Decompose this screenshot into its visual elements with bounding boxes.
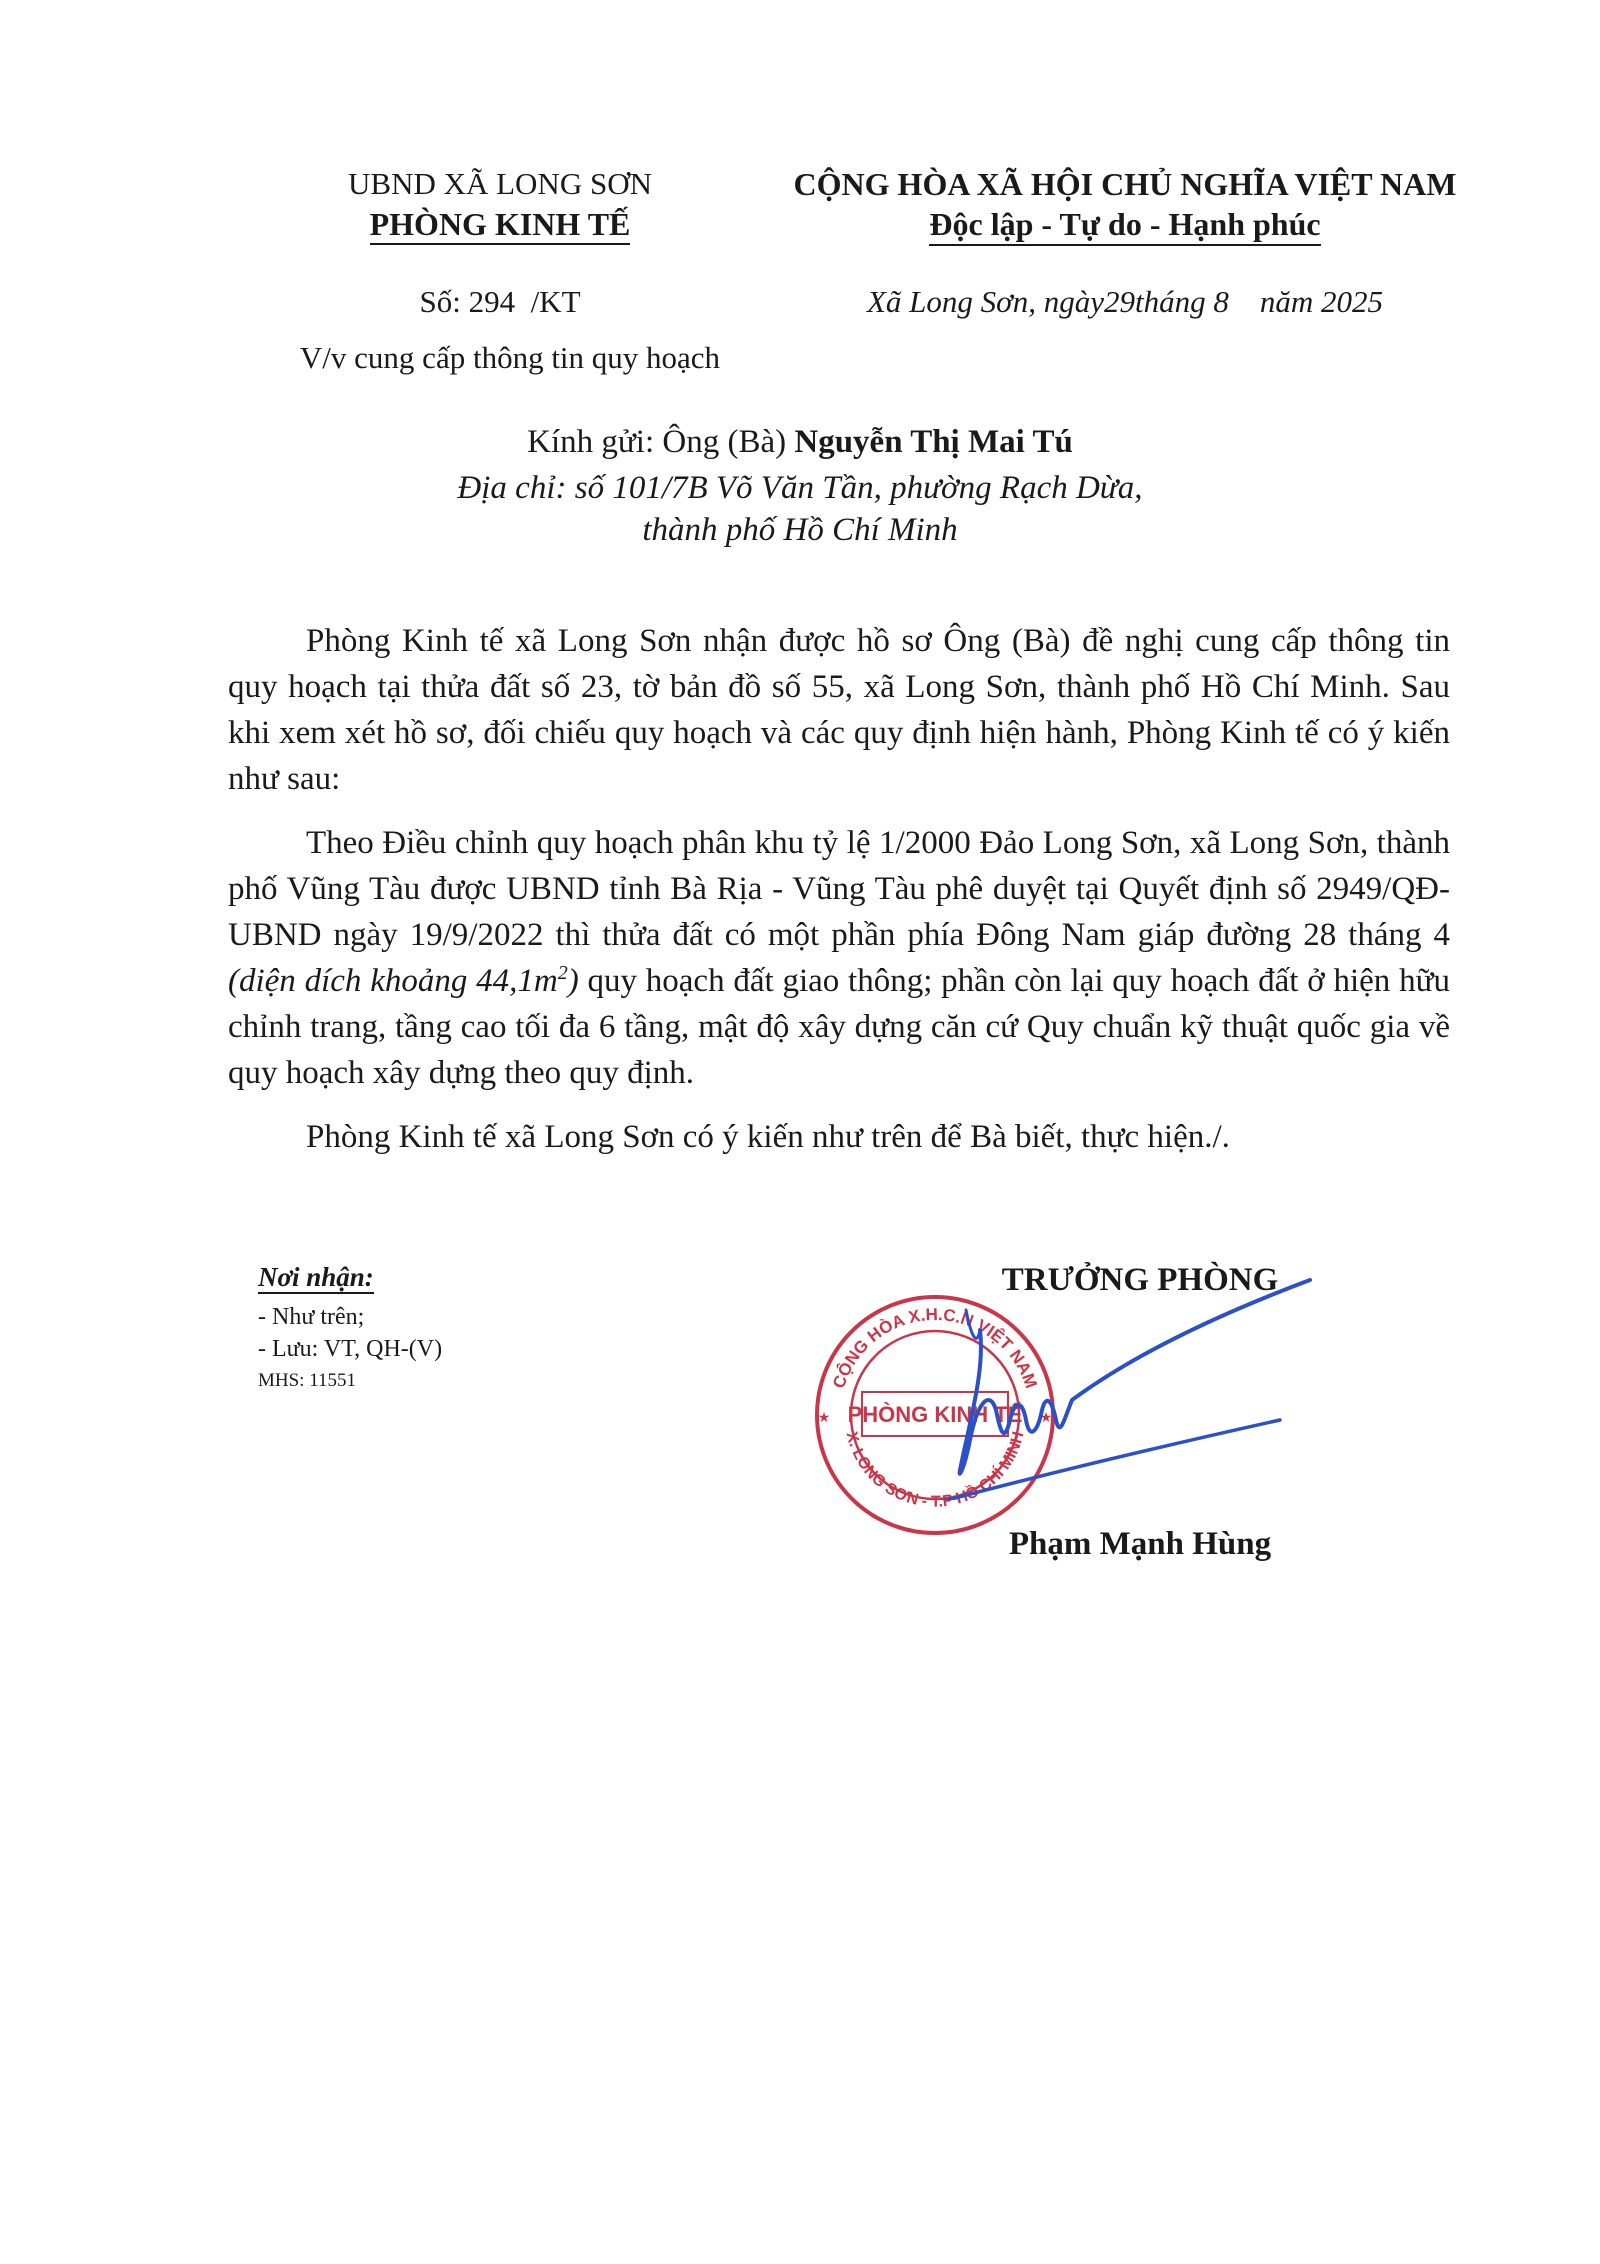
para2-superscript: 2 (557, 962, 568, 984)
svg-text:★: ★ (1039, 1409, 1053, 1425)
org-name (290, 206, 710, 243)
motto-text: Độc lập - Tự do - Hạnh phúc (929, 206, 1320, 246)
handwritten-signature-icon (900, 1270, 1330, 1500)
body-paragraph-2 (228, 820, 1450, 1096)
svg-text:★: ★ (817, 1409, 831, 1425)
address-line-1: Địa chỉ: số 101/7B Võ Văn Tần, phường Rạch Dừa, (457, 470, 1143, 506)
motto (760, 206, 1490, 243)
recipients-title (258, 1262, 374, 1293)
para2-text-b: quy hoạch đất giao thông; phần còn lại quy hoạch đất ở hiện hữu chỉnh trang, tầng cao tối đa 6 tầng, mật độ xây dựng căn cứ Quy chuẩn kỹ thuật quốc gia về quy hoạch xây dựng theo quy định. (228, 963, 1450, 1091)
stamp-ring-text-bottom: X. LONG SƠN - T.P HỒ CHÍ MINH (842, 1429, 1028, 1511)
recipients-title-text: Nơi nhận: (258, 1262, 374, 1292)
para2-italic: (diện dích khoảng 44,1m (228, 963, 558, 999)
subject-line: V/v cung cấp thông tin quy hoạch (299, 340, 721, 375)
document-number: Số: 294 /KT (419, 284, 581, 319)
letter-body (228, 618, 1450, 1178)
addressee-prefix: Kính gửi: Ông (Bà) (527, 424, 795, 460)
stamp-ring-text: CỘNG HÒA X.H.C.N VIỆT NAM (829, 1304, 1041, 1391)
body-paragraph-3: Phòng Kinh tế xã Long Sơn có ý kiến như trên để Bà biết, thực hiện./. (306, 1119, 1230, 1155)
stamp-center-text: PHÒNG KINH TẾ (847, 1402, 1023, 1427)
org-parent: UBND XÃ LONG SƠN (348, 166, 652, 201)
signature-title: TRƯỞNG PHÒNG (1001, 1262, 1279, 1298)
recipient-item: - Lưu: VT, QH-(V) (258, 1336, 443, 1362)
address-line-2: thành phố Hồ Chí Minh (642, 512, 958, 548)
recipient-item: - Như trên; (258, 1304, 365, 1330)
addressee (200, 424, 1400, 461)
mhs-number: MHS: 11551 (258, 1370, 357, 1391)
para2-italic-end: ) (567, 963, 579, 999)
nation-title: CỘNG HÒA XÃ HỘI CHỦ NGHĨA VIỆT NAM (793, 166, 1457, 202)
date-line: Xã Long Sơn, ngày29tháng 8 năm 2025 (867, 284, 1383, 319)
para2-area-note (228, 963, 579, 999)
signer-name: Phạm Mạnh Hùng (1008, 1526, 1272, 1562)
body-paragraph-1: Phòng Kinh tế xã Long Sơn nhận được hồ sơ Ông (Bà) đề nghị cung cấp thông tin quy hoạch tại thửa đất số 23, tờ bản đồ số 55, xã Long Sơn, thành phố Hồ Chí Minh. Sau khi xem xét hồ sơ, đối chiếu quy hoạch và các quy định hiện hành, Phòng Kinh tế có ý kiến như sau: (228, 623, 1450, 797)
addressee-name: Nguyễn Thị Mai Tú (794, 424, 1073, 460)
para2-text-a: Theo Điều chỉnh quy hoạch phân khu tỷ lệ 1/2000 Đảo Long Sơn, xã Long Sơn, thành phố Vũng Tàu được UBND tỉnh Bà Rịa - Vũng Tàu phê duyệt tại Quyết định số 2949/QĐ-UBND ngày 19/9/2022 thì thửa đất có một phần phía Đông Nam giáp đường 28 tháng 4 (228, 825, 1450, 953)
org-name-text: PHÒNG KINH TẾ (370, 206, 631, 245)
